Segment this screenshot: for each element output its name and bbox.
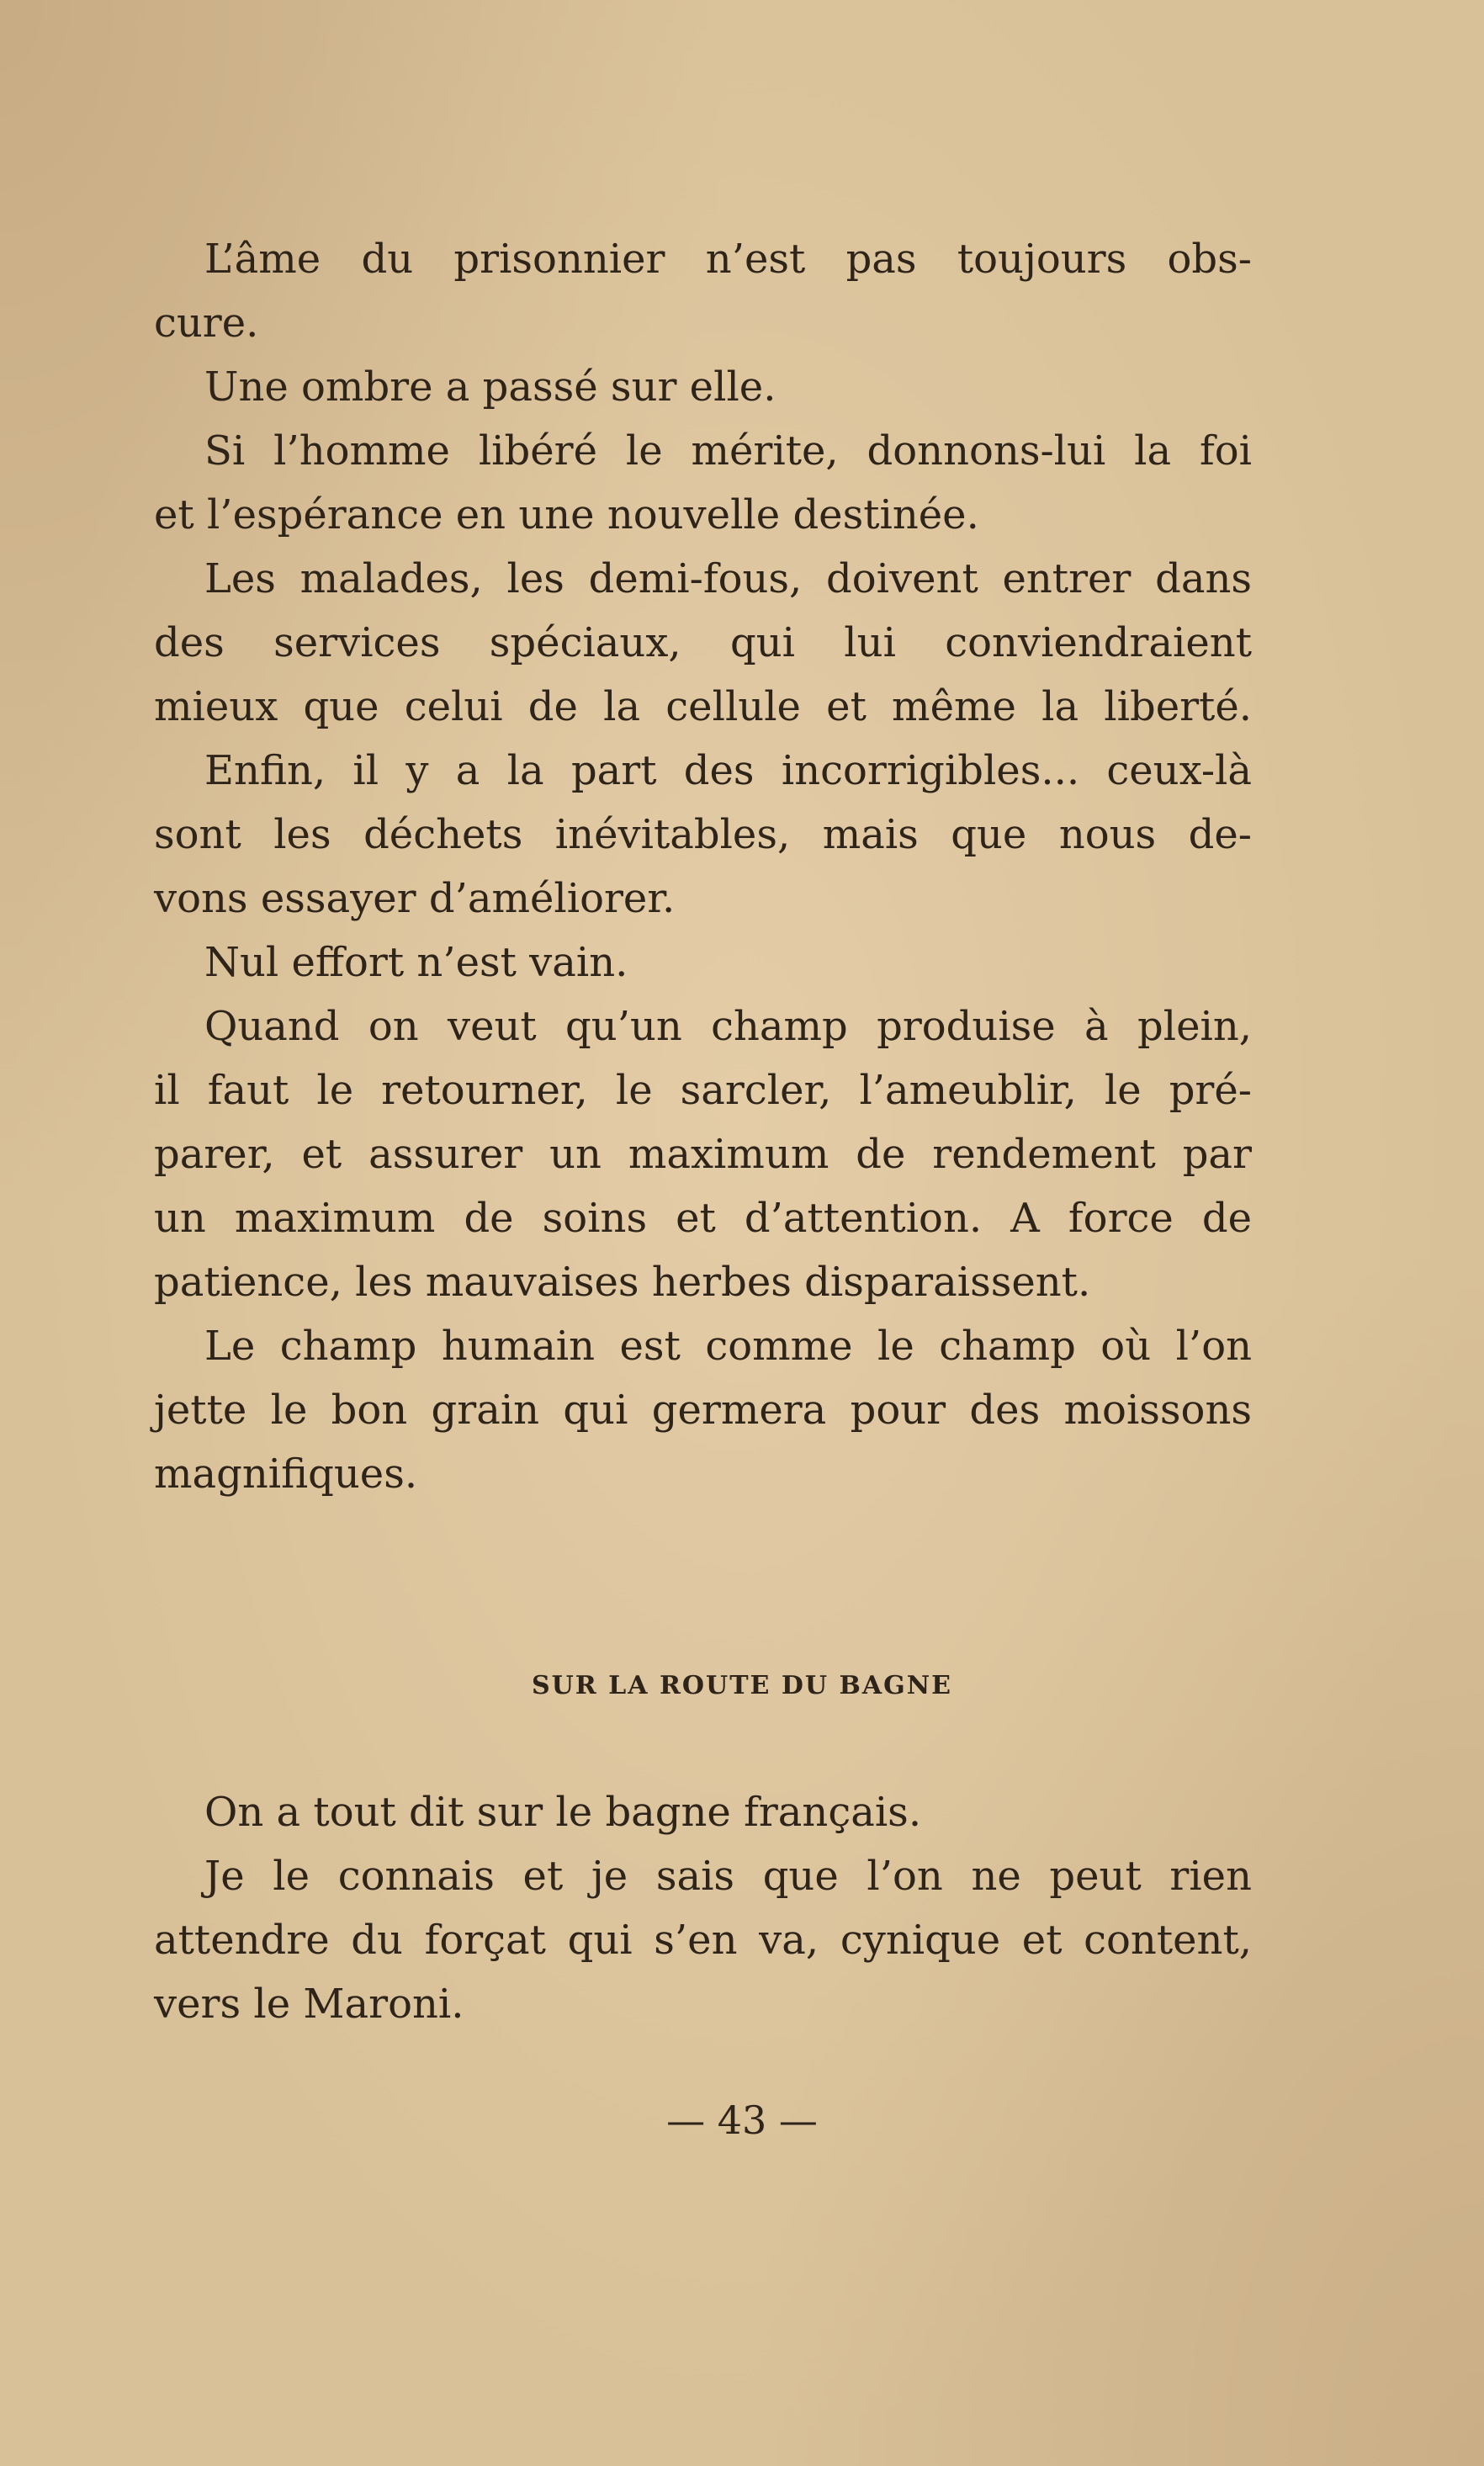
section-heading: SUR LA ROUTE DU BAGNE <box>531 1671 953 1700</box>
page-number: — 43 — <box>666 2097 818 2143</box>
text-line: vons essayer d’améliorer. <box>154 875 676 922</box>
text-line: Quand on veut qu’un champ produise à plein, <box>204 1003 1252 1050</box>
text-line: Enfin, il y a la part des incorrigibles... ceux-là <box>204 747 1252 794</box>
text-line: et l’espérance en une nouvelle destinée. <box>154 491 979 538</box>
text-line: sont les déchets inévitables, mais que nous de- <box>154 811 1252 858</box>
text-line: Une ombre a passé sur elle. <box>204 363 776 411</box>
text-line: magnifiques. <box>154 1450 418 1498</box>
text-line: attendre du forçat qui s’en va, cynique et content, <box>154 1917 1252 1964</box>
text-line: Nul effort n’est vain. <box>204 939 628 986</box>
text-line: L’âme du prisonnier n’est pas toujours obs- <box>204 236 1252 283</box>
text-line: Je le connais et je sais que l’on ne peut rien <box>204 1853 1252 1900</box>
text-line: mieux que celui de la cellule et même la liberté. <box>154 683 1252 730</box>
text-line: cure. <box>154 300 259 347</box>
text-line: parer, et assurer un maximum de rendement par <box>154 1131 1252 1178</box>
text-line: Les malades, les demi-fous, doivent entrer dans <box>204 555 1252 602</box>
text-line: vers le Maroni. <box>154 1981 464 2028</box>
text-line: des services spéciaux, qui lui conviendraient <box>154 619 1252 666</box>
text-line: patience, les mauvaises herbes disparaissent. <box>154 1259 1091 1306</box>
text-line: il faut le retourner, le sarcler, l’ameublir, le pré- <box>154 1067 1252 1114</box>
text-line: jette le bon grain qui germera pour des moissons <box>154 1387 1252 1434</box>
text-line: un maximum de soins et d’attention. A force de <box>154 1195 1252 1242</box>
text-line: Le champ humain est comme le champ où l’on <box>204 1323 1252 1370</box>
text-line: On a tout dit sur le bagne français. <box>204 1789 922 1836</box>
text-line: Si l’homme libéré le mérite, donnons-lui la foi <box>204 427 1252 475</box>
